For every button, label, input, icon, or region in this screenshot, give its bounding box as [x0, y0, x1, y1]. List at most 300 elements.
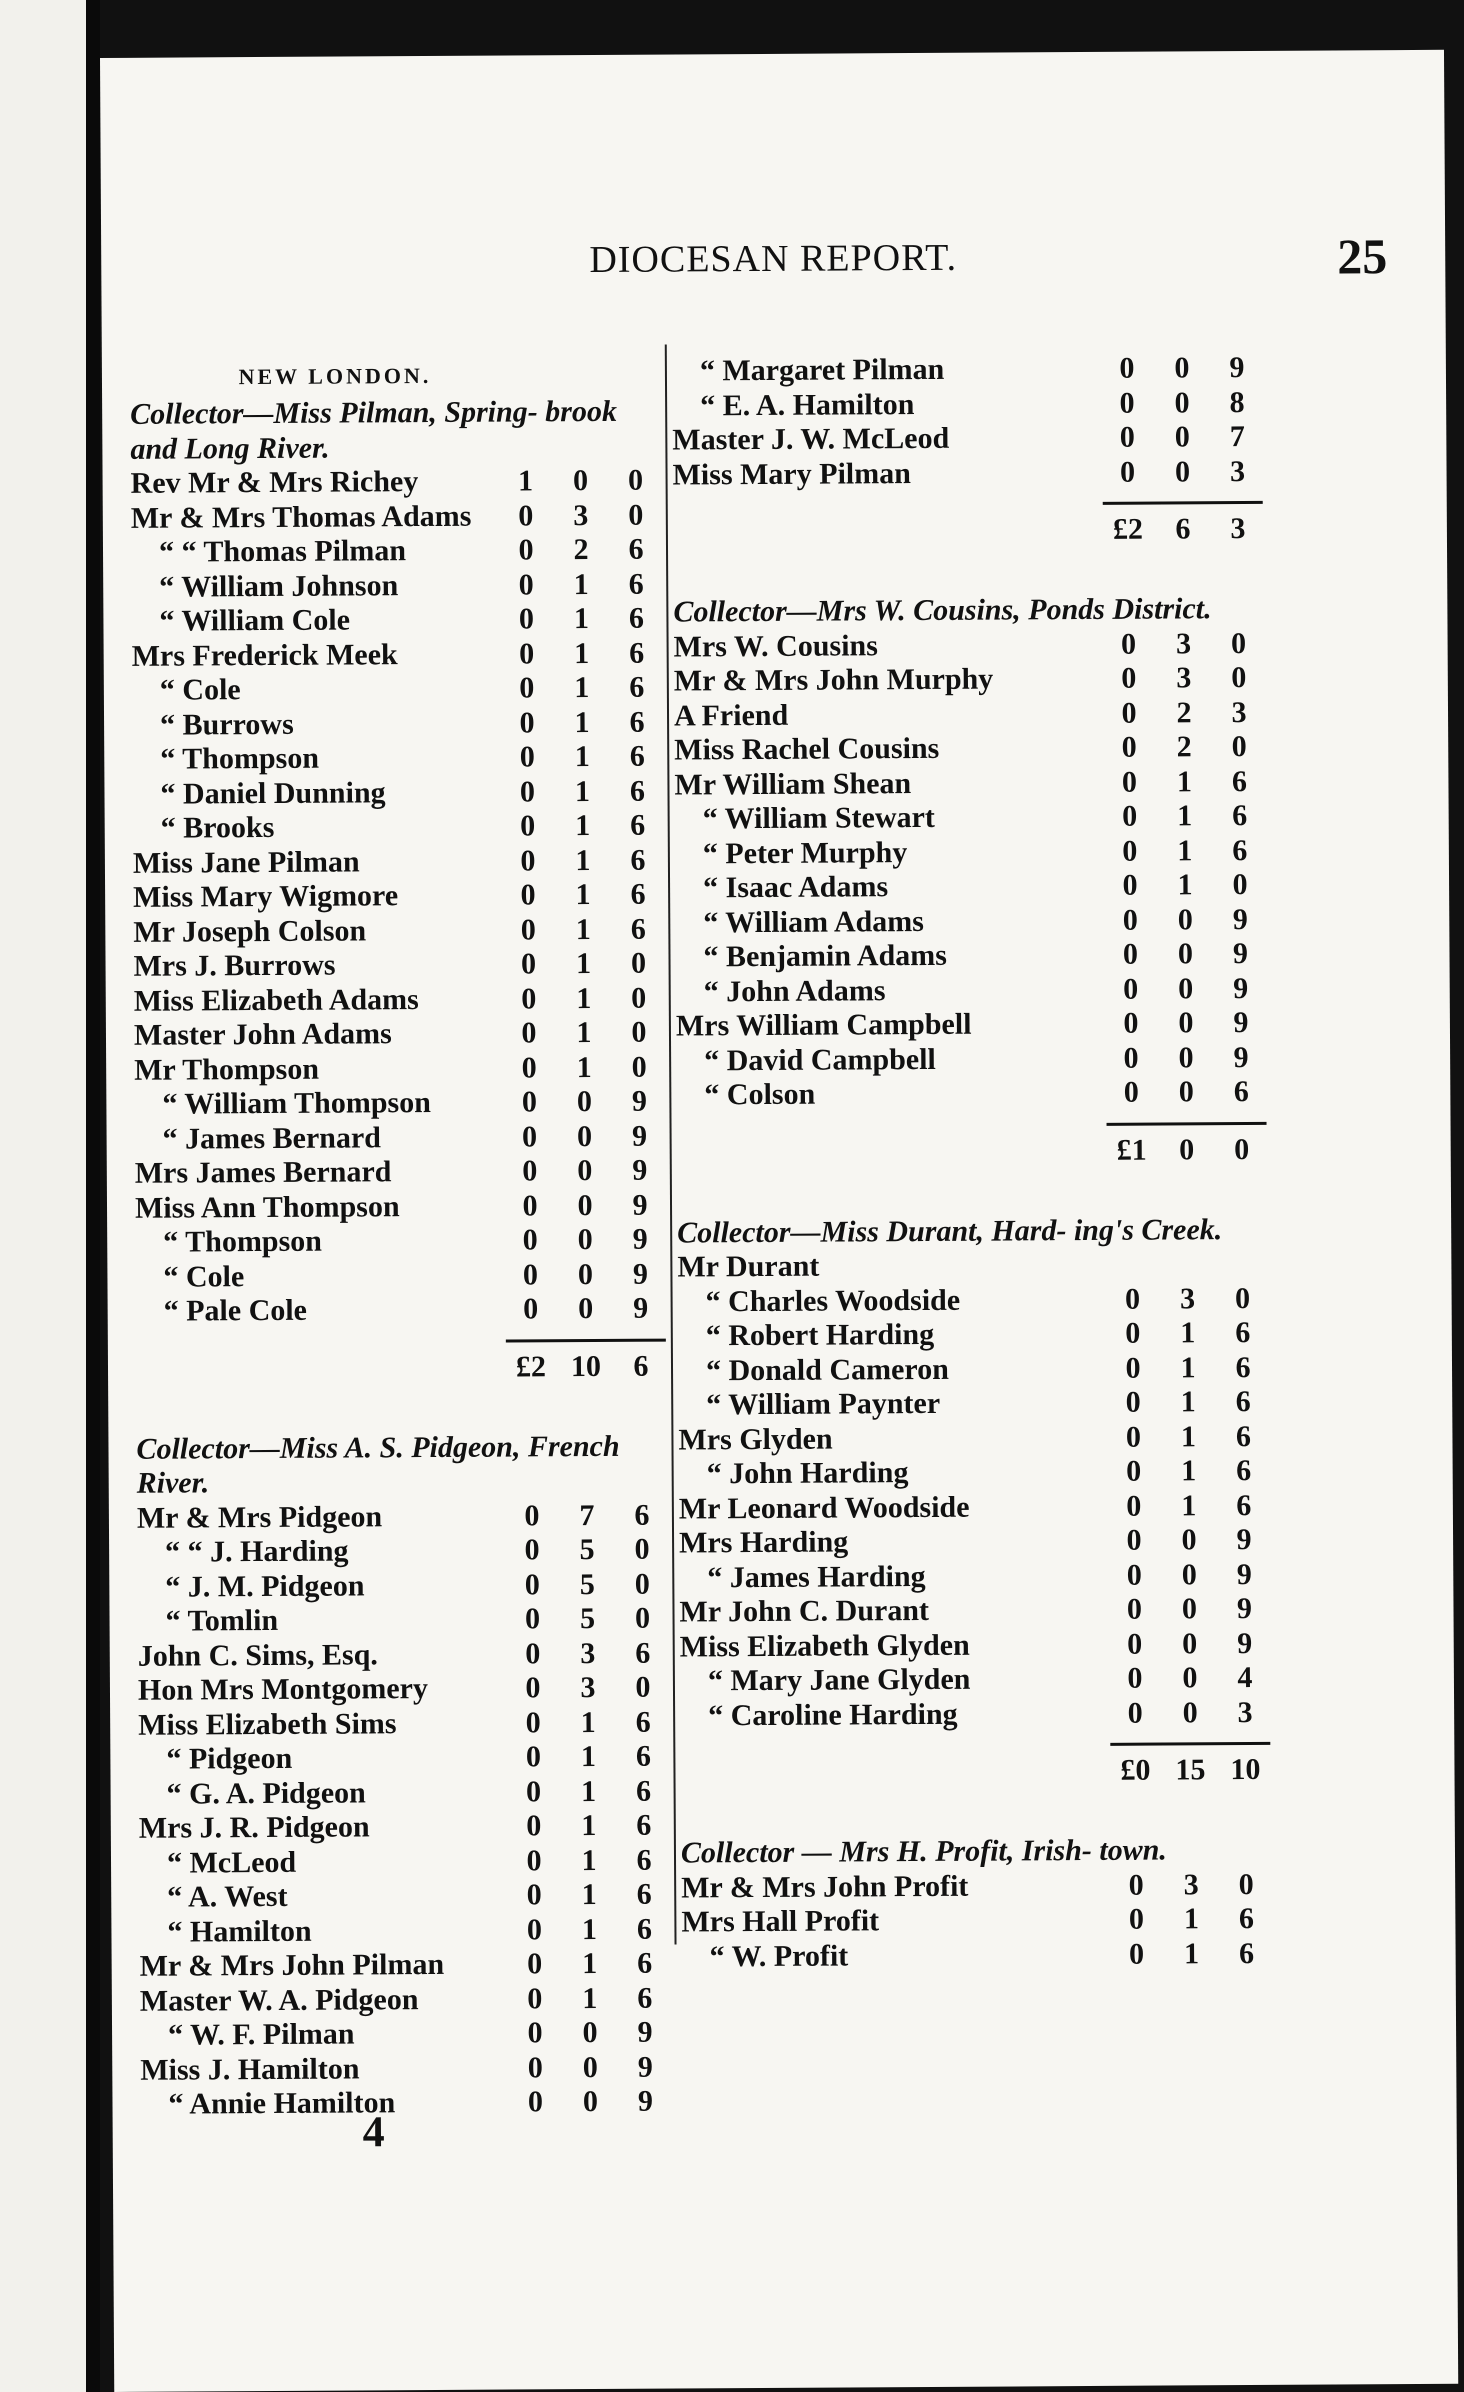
shillings-cell: 3: [1183, 1867, 1199, 1901]
amount-columns: [502, 705, 662, 740]
total-label: [673, 539, 1103, 542]
subscriber-row: [133, 878, 663, 916]
pence-cell: 6: [628, 567, 644, 601]
amount-columns: [510, 1981, 670, 2016]
pounds-cell: 0: [526, 1878, 542, 1912]
pounds-cell: 0: [524, 1602, 541, 1636]
group-total: [136, 1349, 666, 1392]
collector-heading: Collector—Miss A. S. Pidgeon, French River.: [136, 1429, 620, 1500]
subscriber-name: “ McLeod: [166, 1845, 297, 1880]
pence-cell: 0: [631, 1015, 647, 1049]
subscriber-row: [679, 1557, 1269, 1595]
pence-cell: 6: [635, 1705, 651, 1739]
subscriber-name: Mrs Hall Profit: [681, 1904, 880, 1939]
amount-columns: [1108, 1316, 1268, 1351]
shillings-cell: 1: [575, 878, 591, 912]
subscriber-name: “ W. F. Pilman: [167, 2017, 355, 2052]
pounds-cell: 0: [1122, 868, 1138, 902]
subscriber-name: “ William Paynter: [706, 1386, 941, 1422]
pence-cell: 0: [1231, 661, 1247, 695]
subscriber-row: [137, 1567, 667, 1605]
pounds-cell: 0: [1124, 1282, 1141, 1316]
subscriber-name: “ Benjamin Adams: [703, 938, 947, 974]
group-total: [680, 1753, 1270, 1797]
running-head: DIOCESAN REPORT.: [589, 236, 958, 282]
subscriber-name: “ E. A. Hamilton: [700, 387, 915, 422]
subscriber-name: Miss Elizabeth Adams: [133, 982, 419, 1018]
pence-cell: 3: [1229, 454, 1246, 488]
subscriber-row: [130, 464, 660, 502]
signature-mark: 4: [362, 2107, 385, 2157]
subscriber-row: [674, 661, 1264, 699]
amount-columns: [508, 1774, 668, 1809]
pounds-cell: 0: [519, 740, 535, 774]
subscriber-row: [675, 902, 1265, 940]
subscriber-row: [677, 1247, 1267, 1285]
pence-cell: 6: [1232, 799, 1248, 833]
pounds-cell: 0: [1126, 1454, 1142, 1488]
subscriber-row: [134, 1016, 664, 1054]
pence-cell: 7: [1229, 420, 1245, 454]
subscriber-name: Mrs Glyden: [678, 1422, 833, 1456]
shillings-cell: 1: [576, 981, 592, 1015]
subscriber-row: [674, 764, 1264, 802]
page-gutter: [86, 0, 100, 2392]
amount-columns: [1111, 1867, 1271, 1902]
amount-columns: [501, 533, 661, 568]
subscriber-row: [138, 1636, 668, 1674]
pounds-cell: 0: [1128, 1937, 1145, 1971]
subscriber-row: [672, 454, 1262, 492]
amount-columns: [505, 1223, 665, 1258]
pounds-cell: £0: [1120, 1753, 1151, 1787]
pounds-cell: 0: [1120, 627, 1137, 661]
shillings-cell: 0: [1174, 420, 1190, 454]
pence-cell: 6: [635, 1739, 651, 1773]
subscriber-name: “ John Harding: [706, 1456, 909, 1491]
subscriber-name: Mr Durant: [677, 1249, 820, 1284]
pence-cell: 9: [632, 1188, 648, 1222]
shillings-cell: 1: [1180, 1350, 1196, 1384]
subscriber-name: Mr Leonard Woodside: [678, 1490, 970, 1525]
pence-cell: 3: [1237, 1695, 1253, 1729]
pence-cell: 0: [628, 498, 644, 532]
subscriber-name: “ William Cole: [159, 603, 351, 638]
pounds-cell: 0: [524, 1567, 540, 1601]
shillings-cell: 1: [573, 602, 590, 636]
pounds-cell: 0: [521, 1119, 538, 1153]
amount-columns: [509, 1843, 669, 1878]
pounds-cell: 0: [520, 809, 536, 843]
subscriber-name: John C. Sims, Esq.: [137, 1637, 378, 1673]
pence-cell: 6: [634, 1498, 650, 1532]
shillings-cell: 0: [576, 1085, 592, 1119]
subscriber-row: [679, 1592, 1269, 1630]
shillings-cell: 1: [1181, 1488, 1197, 1522]
amount-columns: [506, 1292, 666, 1327]
shillings-cell: 0: [1181, 1557, 1197, 1591]
subscriber-row: [672, 420, 1262, 458]
subscriber-name: Mr & Mrs John Murphy: [673, 662, 994, 698]
subscriber-row: [132, 636, 662, 674]
subscriber-row: [140, 2085, 670, 2123]
pounds-cell: 0: [523, 1292, 539, 1326]
subscriber-row: [140, 2016, 670, 2054]
subscriber-name: “ James Harding: [707, 1559, 926, 1594]
amount-columns: [505, 1257, 665, 1292]
subscriber-row: [678, 1350, 1268, 1388]
shillings-cell: 0: [1174, 385, 1190, 419]
subscriber-name: Mr John C. Durant: [679, 1593, 930, 1629]
pence-cell: 0: [630, 946, 647, 980]
subscriber-name: Miss J. Hamilton: [140, 2051, 360, 2087]
shillings-cell: 1: [575, 947, 592, 981]
pounds-cell: 0: [1122, 799, 1138, 833]
amount-columns: [1102, 385, 1262, 420]
subscriber-name: “ Colson: [704, 1077, 816, 1112]
subscriber-row: [134, 981, 664, 1019]
pounds-cell: 0: [520, 878, 536, 912]
shillings-cell: 1: [580, 1740, 596, 1774]
pence-cell: 6: [630, 912, 646, 946]
pounds-cell: 0: [1125, 1385, 1141, 1419]
subscriber-name: Miss Rachel Cousins: [674, 731, 940, 767]
subscriber-row: [132, 705, 662, 743]
pence-cell: 0: [631, 981, 647, 1015]
subscriber-name: Mr & Mrs John Pilman: [139, 1947, 445, 1983]
shillings-cell: 3: [1179, 1281, 1196, 1315]
amount-columns: [1108, 1419, 1268, 1454]
shillings-cell: 1: [1176, 764, 1193, 798]
pence-cell: 9: [1232, 902, 1248, 936]
shillings-cell: 3: [580, 1671, 596, 1705]
shillings-cell: 0: [577, 1188, 593, 1222]
subscriber-row: [137, 1533, 667, 1571]
subscriber-name: Mrs William Campbell: [675, 1007, 972, 1043]
subscriber-row: [674, 730, 1264, 768]
amount-columns: [501, 567, 661, 602]
amount-columns: [502, 740, 662, 775]
amount-columns: [1105, 833, 1265, 868]
amount-columns: [1105, 902, 1265, 937]
subscriber-row: [138, 1705, 668, 1743]
pence-cell: 9: [632, 1257, 649, 1291]
subscriber-row: [674, 695, 1264, 733]
amount-columns: [505, 1188, 665, 1223]
pounds-cell: 0: [526, 1843, 542, 1877]
pence-cell: 9: [1236, 1522, 1252, 1557]
subscriber-name: “ Cole: [159, 673, 241, 707]
pence-cell: 6: [630, 877, 646, 911]
shillings-cell: 1: [576, 1016, 592, 1050]
shillings-cell: 5: [579, 1533, 595, 1567]
pounds-cell: 0: [527, 1947, 543, 1981]
amount-columns: [502, 636, 662, 671]
amount-columns: [1108, 1385, 1268, 1420]
shillings-cell: 0: [582, 2050, 598, 2084]
amount-columns: [1105, 799, 1265, 834]
pence-cell: 8: [1229, 385, 1245, 419]
shillings-cell: 1: [574, 740, 590, 774]
facing-page-edge: [0, 0, 86, 2392]
amount-columns: [1106, 1075, 1266, 1110]
amount-columns: [508, 1740, 668, 1775]
subscriber-row: [135, 1188, 665, 1226]
subscriber-name: “ Peter Murphy: [702, 835, 908, 870]
pounds-cell: 0: [1123, 1075, 1139, 1109]
pence-cell: 6: [1235, 1350, 1251, 1384]
pounds-cell: 0: [520, 947, 537, 981]
amount-columns: [504, 1016, 664, 1051]
subscriber-row: [675, 799, 1265, 837]
pounds-cell: 0: [522, 1188, 538, 1222]
subscriber-name: “ William Stewart: [702, 800, 935, 836]
pence-cell: 6: [1232, 833, 1248, 867]
amount-columns: [1110, 1626, 1270, 1661]
subscriber-row: [131, 533, 661, 571]
subscriber-row: [133, 843, 663, 881]
pence-cell: 9: [632, 1222, 648, 1256]
subscriber-row: [680, 1626, 1270, 1664]
subscriber-name: “ Pale Cole: [163, 1293, 308, 1328]
subscriber-row: [131, 602, 661, 640]
shillings-cell: 1: [575, 912, 591, 946]
pence-cell: 3: [1231, 695, 1247, 729]
amount-columns: [502, 774, 662, 809]
amount-columns: [1104, 764, 1264, 799]
pence-cell: 6: [628, 532, 644, 566]
subscriber-row: [681, 1867, 1271, 1905]
shillings-cell: 0: [1181, 1592, 1198, 1626]
subscriber-name: Mrs Frederick Meek: [131, 637, 398, 673]
collector-heading: Collector—Miss Pilman, Spring- brook and Long River.: [130, 394, 618, 466]
pounds-cell: 0: [518, 533, 534, 567]
subscriber-name: “ Cole: [163, 1259, 245, 1294]
shillings-cell: 0: [582, 2084, 599, 2119]
amount-columns: [1102, 420, 1262, 455]
shillings-cell: 1: [1177, 833, 1193, 867]
pence-cell: 6: [1236, 1453, 1252, 1488]
amount-columns: [1104, 730, 1264, 765]
subscriber-name: Miss Mary Pilman: [672, 456, 911, 492]
pounds-cell: 0: [1121, 696, 1137, 730]
subscriber-name: Miss Ann Thompson: [134, 1189, 400, 1225]
group-spacer: [136, 1389, 666, 1432]
pence-cell: 6: [628, 601, 645, 635]
pence-cell: 0: [1230, 626, 1247, 660]
subscriber-row: [680, 1661, 1270, 1699]
subscriber-row: [132, 774, 662, 812]
shillings-cell: 0: [1177, 902, 1193, 936]
group-total: [677, 1132, 1267, 1176]
subscriber-name: “ David Campbell: [704, 1042, 936, 1077]
shillings-cell: 0: [1178, 1006, 1194, 1040]
subscriber-name: Mrs Harding: [678, 1525, 849, 1560]
amount-columns: [1110, 1661, 1270, 1696]
pounds-cell: 0: [522, 1223, 538, 1257]
shillings-cell: 15: [1175, 1753, 1206, 1787]
pounds-cell: 0: [525, 1636, 541, 1670]
subscriber-row: [678, 1419, 1268, 1457]
shillings-cell: 0: [578, 1292, 594, 1326]
subscriber-row: [133, 809, 663, 847]
subscriber-name: Hon Mrs Montgomery: [137, 1672, 429, 1707]
subscriber-name: “ William Thompson: [162, 1085, 431, 1121]
subscriber-row: [137, 1602, 667, 1640]
subscriber-name: Master W. A. Pidgeon: [139, 1982, 419, 2018]
pence-cell: 4: [1237, 1660, 1253, 1695]
pounds-cell: 0: [1121, 661, 1137, 695]
pounds-cell: 0: [1123, 972, 1139, 1006]
subscriber-row: [675, 937, 1265, 975]
pence-cell: 0: [634, 1532, 650, 1566]
subscriber-row: [676, 1006, 1266, 1044]
left-column: [130, 355, 671, 2123]
pence-cell: 6: [636, 1912, 653, 1946]
pounds-cell: 0: [519, 671, 535, 705]
shillings-cell: 3: [1175, 626, 1192, 660]
pounds-cell: 0: [1121, 765, 1138, 799]
pounds-cell: £2: [515, 1349, 547, 1383]
subscriber-row: [131, 498, 661, 536]
pence-cell: 6: [1236, 1488, 1252, 1522]
subscriber-row: [138, 1740, 668, 1778]
pounds-cell: 0: [519, 705, 535, 739]
shillings-cell: 1: [573, 567, 589, 601]
group-total: [673, 512, 1263, 556]
shillings-cell: 5: [579, 1567, 595, 1601]
shillings-cell: 1: [581, 1843, 597, 1877]
pounds-cell: 0: [527, 1981, 543, 2015]
pence-cell: 6: [1235, 1315, 1251, 1350]
subscriber-name: “ Mary Jane Glyden: [707, 1662, 971, 1698]
subscriber-row: [675, 833, 1265, 871]
collector-heading: Collector—Mrs W. Cousins, Ponds District.: [673, 592, 1212, 629]
shillings-cell: 1: [581, 1912, 598, 1946]
subscriber-row: [680, 1695, 1270, 1733]
amount-columns: [508, 1636, 668, 1671]
total-rule: [1110, 1742, 1270, 1746]
shillings-cell: 0: [1177, 937, 1194, 971]
subscriber-name: “ “ Thomas Pilman: [158, 534, 407, 569]
subscriber-name: A Friend: [673, 698, 789, 733]
shillings-cell: 1: [1177, 799, 1193, 833]
pence-cell: 10: [1230, 1752, 1261, 1787]
subscriber-row: [139, 1843, 669, 1881]
total-rule: [1103, 501, 1263, 505]
subscriber-row: [672, 385, 1262, 423]
pounds-cell: 0: [1126, 1558, 1142, 1592]
subscriber-row: [139, 1912, 669, 1950]
amount-columns: [506, 1349, 666, 1384]
pounds-cell: 0: [520, 912, 536, 946]
pounds-cell: 0: [524, 1498, 540, 1532]
subscriber-row: [679, 1454, 1269, 1492]
shillings-cell: 0: [577, 1154, 593, 1188]
shillings-cell: 1: [580, 1774, 597, 1808]
pounds-cell: 0: [1128, 1902, 1144, 1936]
shillings-cell: 0: [576, 1119, 593, 1153]
amount-columns: [1106, 1006, 1266, 1041]
shillings-cell: 0: [582, 2015, 598, 2050]
amount-columns: [503, 947, 663, 982]
amount-columns: [503, 912, 663, 947]
amount-columns: [1107, 1132, 1267, 1167]
shillings-cell: 1: [1177, 868, 1193, 902]
amount-columns: [508, 1705, 668, 1740]
shillings-cell: 1: [1180, 1316, 1196, 1350]
subscriber-row: [138, 1671, 668, 1709]
subscriber-row: [672, 351, 1262, 389]
pence-cell: 9: [637, 2050, 653, 2084]
collector-heading: Collector — Mrs H. Profit, Irish- town.: [680, 1833, 1167, 1870]
pence-cell: 9: [632, 1153, 648, 1187]
shillings-cell: 1: [1180, 1385, 1196, 1419]
pounds-cell: 0: [519, 636, 535, 670]
amount-columns: [510, 1947, 670, 1982]
subscriber-row: [136, 1292, 666, 1330]
subscriber-row: [135, 1119, 665, 1157]
pence-cell: 9: [637, 2084, 654, 2118]
pence-cell: 6: [633, 1349, 649, 1383]
shillings-cell: 1: [582, 1981, 598, 2015]
subscriber-name: Mrs J. R. Pidgeon: [138, 1810, 370, 1845]
amount-columns: [503, 878, 663, 913]
subscriber-row: [133, 947, 663, 985]
shillings-cell: 3: [573, 498, 589, 532]
amount-columns: [504, 981, 664, 1016]
subscriber-row: [132, 740, 662, 778]
shillings-cell: 0: [1178, 1040, 1194, 1074]
subscriber-name: “ A. West: [167, 1879, 288, 1914]
shillings-cell: 1: [1183, 1936, 1200, 1970]
subscriber-row: [131, 567, 661, 605]
subscriber-name: Mr Joseph Colson: [133, 913, 367, 949]
pounds-cell: 0: [1119, 455, 1136, 489]
amount-columns: [502, 671, 662, 706]
subscriber-row: [140, 1947, 670, 1985]
pence-cell: 6: [629, 636, 645, 670]
subscriber-name: “ Annie Hamilton: [168, 2086, 396, 2121]
amount-columns: [1109, 1488, 1269, 1523]
shillings-cell: 1: [576, 1050, 592, 1084]
subscriber-name: Rev Mr & Mrs Richey: [130, 465, 419, 500]
amount-columns: [507, 1533, 667, 1568]
shillings-cell: 1: [581, 1878, 597, 1912]
subscriber-name: Mrs J. Burrows: [133, 948, 336, 983]
subscriber-name: Mr & Mrs Thomas Adams: [130, 499, 472, 535]
subscriber-row: [679, 1488, 1269, 1526]
pence-cell: 0: [635, 1670, 651, 1704]
pounds-cell: 0: [1127, 1661, 1143, 1695]
right-column: [672, 351, 1272, 1975]
pence-cell: 6: [635, 1774, 652, 1808]
subscriber-name: “ William Adams: [703, 904, 924, 939]
pence-cell: 0: [634, 1601, 651, 1635]
shillings-cell: 2: [1176, 695, 1192, 729]
pounds-cell: 0: [1121, 730, 1137, 764]
shillings-cell: 1: [1183, 1902, 1199, 1936]
pence-cell: 9: [1236, 1591, 1253, 1626]
amount-columns: [1105, 868, 1265, 903]
amount-columns: [504, 1085, 664, 1120]
pounds-cell: £1: [1116, 1133, 1147, 1167]
section-title: NEW LONDON.: [238, 362, 432, 390]
pounds-cell: 0: [527, 2050, 543, 2084]
pounds-cell: 1: [517, 464, 534, 498]
amount-columns: [509, 1878, 669, 1913]
shillings-cell: 6: [1175, 512, 1191, 546]
